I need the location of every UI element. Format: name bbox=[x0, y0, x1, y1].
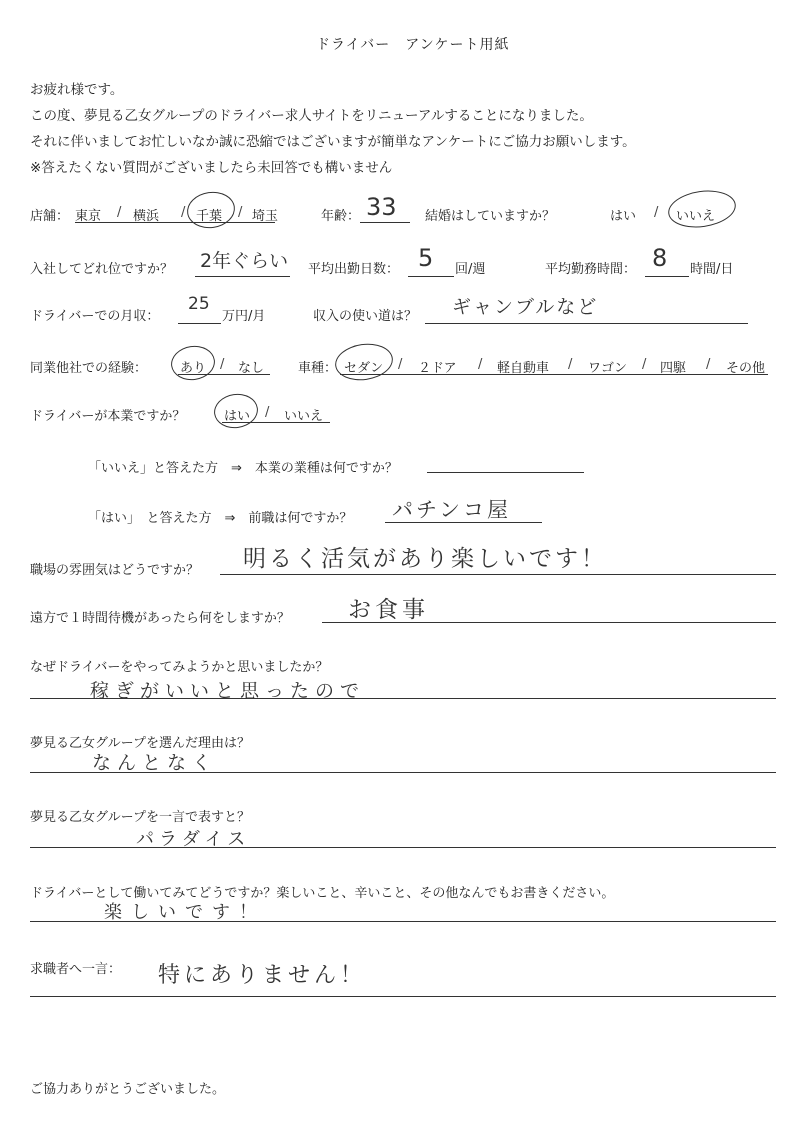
days-label: 平均出勤日数： bbox=[308, 262, 400, 277]
if-yes-answer[interactable]: パチンコ屋 bbox=[392, 498, 511, 522]
underline bbox=[30, 996, 776, 997]
separator: / bbox=[265, 405, 270, 420]
underline bbox=[360, 222, 410, 223]
underline bbox=[178, 323, 221, 324]
car-option-other[interactable]: その他 bbox=[726, 361, 766, 376]
main-job-option-yes[interactable]: はい bbox=[224, 409, 251, 424]
age-answer[interactable]: 33 bbox=[366, 193, 397, 221]
wait-answer[interactable]: お食事 bbox=[348, 597, 429, 623]
usage-label: 収入の使い道は？ bbox=[313, 309, 418, 324]
experience-label: 同業他社での経験： bbox=[30, 361, 148, 376]
separator: / bbox=[117, 205, 122, 220]
underline bbox=[322, 622, 776, 623]
underline bbox=[645, 276, 689, 277]
underline bbox=[195, 276, 290, 277]
separator: / bbox=[181, 205, 186, 220]
one-word-answer[interactable]: パラダイス bbox=[136, 829, 251, 850]
experience-option-no[interactable]: なし bbox=[238, 361, 265, 376]
work-label: ドライバーとして働いてみてどうですか？楽しいこと、辛いこと、その他なんでもお書きください。 bbox=[30, 886, 615, 901]
intro-line-4: ※答えたくない質問がございましたら未回答でも構いません bbox=[30, 160, 393, 176]
separator: / bbox=[398, 357, 403, 372]
store-option-yokohama[interactable]: 横浜 bbox=[133, 209, 160, 224]
car-option-kei[interactable]: 軽自動車 bbox=[497, 361, 550, 376]
separator: / bbox=[478, 357, 483, 372]
store-option-tokyo[interactable]: 東京 bbox=[75, 209, 102, 224]
store-option-saitama[interactable]: 埼玉 bbox=[252, 209, 279, 224]
age-label: 年齢： bbox=[321, 209, 361, 224]
separator: / bbox=[654, 205, 659, 220]
car-option-4wd[interactable]: 四駆 bbox=[660, 361, 687, 376]
underline bbox=[178, 374, 270, 375]
car-option-sedan[interactable]: セダン bbox=[344, 361, 384, 376]
work-answer[interactable]: 楽しいです！ bbox=[104, 902, 266, 923]
store-label: 店舗： bbox=[30, 209, 70, 224]
store-option-chiba[interactable]: 千葉 bbox=[196, 209, 223, 224]
underline bbox=[427, 472, 584, 473]
separator: / bbox=[568, 357, 573, 372]
underline bbox=[425, 323, 748, 324]
atmosphere-answer[interactable]: 明るく活気があり楽しいです！ bbox=[243, 546, 607, 572]
underline bbox=[30, 921, 776, 922]
if-yes-label: 「はい」 と答えた方 ⇒ 前職は何ですか？ bbox=[88, 511, 353, 526]
tenure-label: 入社してどれ位ですか？ bbox=[30, 262, 174, 277]
separator: / bbox=[706, 357, 711, 372]
why-answer[interactable]: 稼ぎがいいと思ったので bbox=[90, 680, 366, 702]
message-label: 求職者へ一言： bbox=[30, 962, 122, 977]
car-option-wagon[interactable]: ワゴン bbox=[588, 361, 628, 376]
why-label: なぜドライバーをやってみようかと思いましたか？ bbox=[30, 660, 329, 675]
selection-circle bbox=[333, 340, 395, 384]
reason-label: 夢見る乙女グループを選んだ理由は？ bbox=[30, 736, 250, 751]
one-word-label: 夢見る乙女グループを一言で表すと？ bbox=[30, 810, 250, 825]
underline bbox=[340, 374, 768, 375]
experience-option-yes[interactable]: あり bbox=[180, 361, 207, 376]
selection-circle bbox=[666, 186, 738, 231]
underline bbox=[385, 522, 542, 523]
main-job-label: ドライバーが本業ですか？ bbox=[30, 409, 186, 424]
separator: / bbox=[220, 357, 225, 372]
separator: / bbox=[238, 205, 243, 220]
underline bbox=[75, 222, 275, 223]
days-answer[interactable]: 5 bbox=[418, 244, 434, 272]
underline bbox=[222, 422, 330, 423]
underline bbox=[30, 772, 776, 773]
if-no-label: 「いいえ」と答えた方 ⇒ 本業の業種は何ですか？ bbox=[88, 461, 398, 476]
income-unit: 万円/月 bbox=[222, 309, 266, 324]
separator: / bbox=[642, 357, 647, 372]
car-label: 車種： bbox=[298, 361, 338, 376]
intro-line-3: それに伴いましてお忙しいなか誠に恐縮ではございますが簡単なアンケートにご協力お願いします。 bbox=[30, 134, 636, 150]
hours-label: 平均勤務時間： bbox=[545, 262, 637, 277]
selection-circle bbox=[185, 189, 238, 231]
usage-answer[interactable]: ギャンブルなど bbox=[452, 296, 599, 318]
underline bbox=[220, 574, 776, 575]
hours-answer[interactable]: 8 bbox=[652, 244, 668, 272]
underline bbox=[408, 276, 454, 277]
married-option-no[interactable]: いいえ bbox=[676, 209, 716, 224]
income-label: ドライバーでの月収： bbox=[30, 309, 160, 324]
underline bbox=[30, 698, 776, 699]
message-answer[interactable]: 特にありません！ bbox=[158, 963, 367, 988]
form-title: ドライバー アンケート用紙 bbox=[316, 37, 510, 53]
closing-text: ご協力ありがとうございました。 bbox=[30, 1082, 226, 1097]
main-job-option-no[interactable]: いいえ bbox=[284, 409, 324, 424]
wait-label: 遠方で１時間待機があったら何をしますか？ bbox=[30, 611, 290, 626]
days-unit: 回/週 bbox=[455, 262, 486, 277]
income-answer[interactable]: 25 bbox=[188, 294, 210, 314]
reason-answer[interactable]: なんとなく bbox=[92, 752, 218, 774]
selection-circle bbox=[169, 343, 217, 383]
atmosphere-label: 職場の雰囲気はどうですか？ bbox=[30, 563, 200, 578]
married-option-yes[interactable]: はい bbox=[610, 209, 637, 224]
intro-line-1: お疲れ様です。 bbox=[30, 82, 124, 98]
car-option-2door[interactable]: ２ドア bbox=[418, 361, 457, 376]
intro-line-2: この度、夢見る乙女グループのドライバー求人サイトをリニューアルすることになりました。 bbox=[30, 108, 593, 124]
tenure-answer[interactable]: 2年ぐらい bbox=[200, 250, 289, 272]
selection-circle bbox=[212, 391, 260, 431]
underline bbox=[30, 847, 776, 848]
married-label: 結婚はしていますか？ bbox=[425, 209, 556, 224]
hours-unit: 時間/日 bbox=[690, 262, 734, 277]
